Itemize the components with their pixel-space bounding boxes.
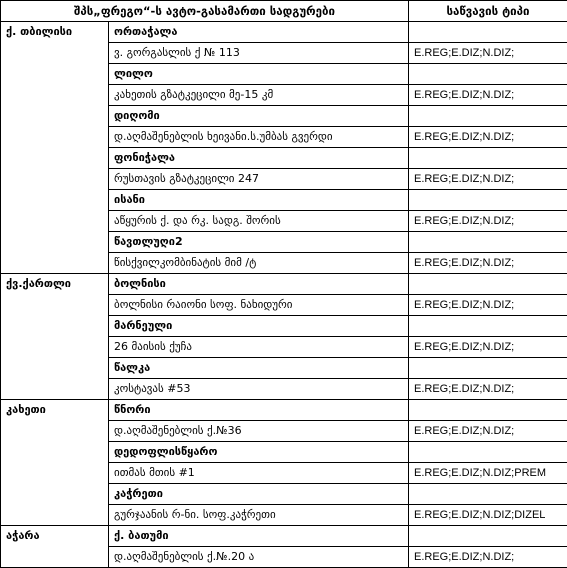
fuel-cell-empty [409, 190, 567, 211]
station-name: ლილო [109, 64, 409, 85]
station-name-row [1, 148, 567, 169]
station-name-row [1, 64, 567, 85]
station-address: ბოლნისი რაიონი სოფ. ნახიდური [109, 295, 409, 316]
region-cell [1, 463, 109, 484]
region-cell [1, 337, 109, 358]
region-cell [1, 505, 109, 526]
station-address: აწყურის ქ. და რკ. სადგ. შორის [109, 211, 409, 232]
station-address: რუსთავის გზატკეცილი 247 [109, 169, 409, 190]
station-address: დ.აღმაშენებლის ქ.№36 [109, 421, 409, 442]
station-name: მარნეული [109, 316, 409, 337]
fuel-type: E.REG;E.DIZ;N.DIZ; [409, 547, 567, 568]
station-name-row [1, 442, 567, 463]
fuel-type: E.REG;E.DIZ;N.DIZ; [409, 43, 567, 64]
table-header-row [1, 1, 567, 22]
station-name-row [1, 190, 567, 211]
station-name-row [1, 400, 567, 421]
fuel-cell-empty [409, 106, 567, 127]
region-cell [1, 358, 109, 379]
station-name-row [1, 484, 567, 505]
fuel-cell-empty [409, 274, 567, 295]
region-cell [1, 43, 109, 64]
fuel-type: E.REG;E.DIZ;N.DIZ;PREM [409, 463, 567, 484]
station-name: ორთაჭალა [109, 22, 409, 43]
station-name-row [1, 22, 567, 43]
station-address: კახეთის გზატკეცილი მე-15 კმ [109, 85, 409, 106]
region-cell [1, 127, 109, 148]
station-name-row [1, 232, 567, 253]
fuel-type: E.REG;E.DIZ;N.DIZ; [409, 127, 567, 148]
region-cell [1, 232, 109, 253]
station-address-row [1, 337, 567, 358]
station-name: წალკა [109, 358, 409, 379]
region-cell [1, 106, 109, 127]
region-name: კახეთი [1, 400, 109, 421]
fuel-type: E.REG;E.DIZ;N.DIZ; [409, 337, 567, 358]
region-cell [1, 316, 109, 337]
station-address: წისქვილკომბინატის მიმ /ტ [109, 253, 409, 274]
station-address: კოსტავას #53 [109, 379, 409, 400]
station-name: წავთლუღი2 [109, 232, 409, 253]
region-cell [1, 442, 109, 463]
fuel-cell-empty [409, 526, 567, 547]
fuel-cell-empty [409, 484, 567, 505]
fuel-type: E.REG;E.DIZ;N.DIZ;DIZEL [409, 505, 567, 526]
region-cell [1, 379, 109, 400]
station-address-row [1, 505, 567, 526]
station-name-row [1, 106, 567, 127]
station-address: დ.აღმაშენებლის ქ.№.20 ა [109, 547, 409, 568]
station-address-row [1, 547, 567, 568]
station-address-row [1, 421, 567, 442]
fuel-cell-empty [409, 148, 567, 169]
region-cell [1, 547, 109, 568]
region-cell [1, 85, 109, 106]
station-name-row [1, 526, 567, 547]
fuel-cell-empty [409, 22, 567, 43]
station-address: გურჯაანის რ-ნი. სოფ.კაჭრეთი [109, 505, 409, 526]
fuel-type: E.REG;E.DIZ;N.DIZ; [409, 421, 567, 442]
station-address-row [1, 463, 567, 484]
region-cell [1, 211, 109, 232]
table-title: შპს„ფრეგო“-ს ავტო-გასამართი სადგურები [1, 1, 409, 22]
station-address: ითმას მთის #1 [109, 463, 409, 484]
fuel-type: E.REG;E.DIZ;N.DIZ; [409, 211, 567, 232]
region-cell [1, 253, 109, 274]
station-address-row [1, 379, 567, 400]
station-name-row [1, 316, 567, 337]
region-name: ქვ.ქართლი [1, 274, 109, 295]
station-address-row [1, 253, 567, 274]
fuel-cell-empty [409, 232, 567, 253]
region-cell [1, 169, 109, 190]
region-cell [1, 148, 109, 169]
station-name: კაჭრეთი [109, 484, 409, 505]
region-cell [1, 64, 109, 85]
station-address-row [1, 211, 567, 232]
fuel-type: E.REG;E.DIZ;N.DIZ; [409, 295, 567, 316]
fuel-cell-empty [409, 358, 567, 379]
region-cell [1, 190, 109, 211]
fuel-cell-empty [409, 442, 567, 463]
station-address-row [1, 127, 567, 148]
station-address: 26 მაისის ქუჩა [109, 337, 409, 358]
station-name: ისანი [109, 190, 409, 211]
fuel-type: E.REG;E.DIZ;N.DIZ; [409, 85, 567, 106]
region-cell [1, 484, 109, 505]
station-address: ვ. გორგასლის ქ № 113 [109, 43, 409, 64]
station-name-row [1, 274, 567, 295]
fuel-cell-empty [409, 64, 567, 85]
region-cell [1, 295, 109, 316]
fuel-cell-empty [409, 400, 567, 421]
station-name-row [1, 358, 567, 379]
station-name: ქ. ბათუმი [109, 526, 409, 547]
fuel-type: E.REG;E.DIZ;N.DIZ; [409, 253, 567, 274]
fuel-cell-empty [409, 316, 567, 337]
station-name: ბოლნისი [109, 274, 409, 295]
station-name: დიღომი [109, 106, 409, 127]
station-address: დ.აღმაშენებლის ხეივანი.ს.უმბას გვერდი [109, 127, 409, 148]
station-name: წნორი [109, 400, 409, 421]
fuel-type: E.REG;E.DIZ;N.DIZ; [409, 169, 567, 190]
station-name: დედოფლისწყარო [109, 442, 409, 463]
stations-table-body [1, 1, 567, 568]
station-address-row [1, 43, 567, 64]
station-address-row [1, 169, 567, 190]
station-address-row [1, 295, 567, 316]
fuel-type: E.REG;E.DIZ;N.DIZ; [409, 379, 567, 400]
station-name: ფონიჭალა [109, 148, 409, 169]
region-cell [1, 421, 109, 442]
region-name: აჭარა [1, 526, 109, 547]
fuel-type-header: საწვავის ტიპი [409, 1, 567, 22]
station-address-row [1, 85, 567, 106]
region-name: ქ. თბილისი [1, 22, 109, 43]
